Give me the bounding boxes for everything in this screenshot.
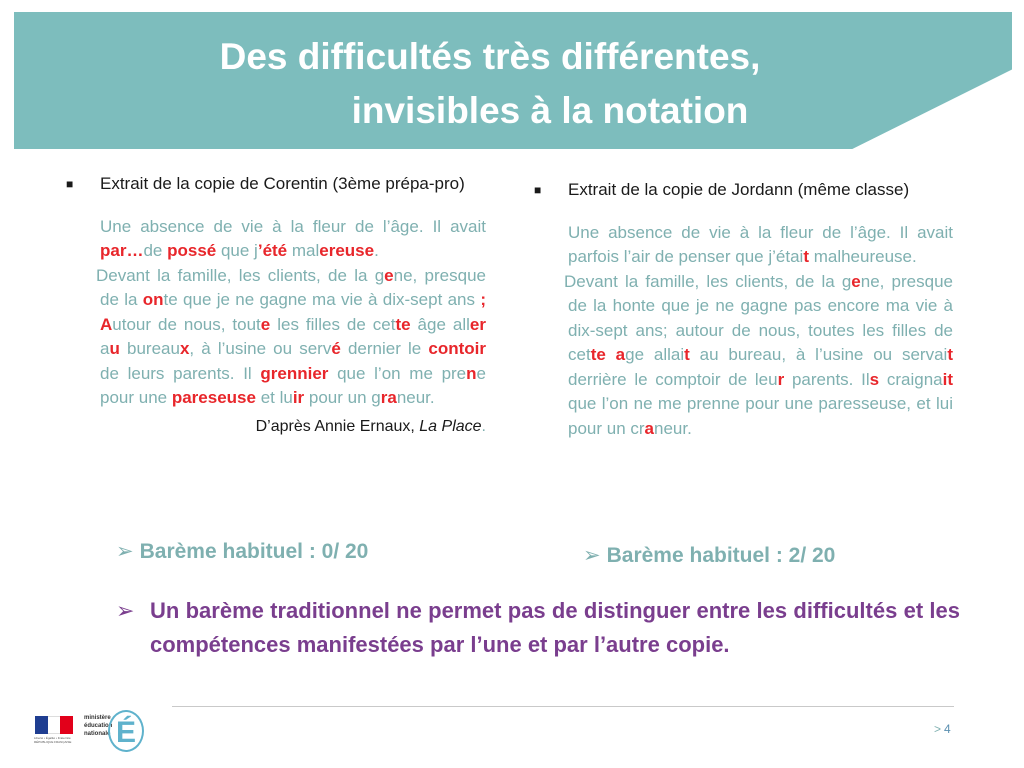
text-run: les filles de cet: [270, 314, 396, 334]
error-highlight: possé: [167, 241, 217, 260]
error-highlight: e: [384, 265, 394, 285]
error-highlight: par…: [100, 241, 144, 260]
text-run: [606, 345, 616, 364]
text-run: que l’on ne me prenne pour une paresseuse, et lui pour un cr: [568, 394, 953, 438]
error-highlight: t: [947, 345, 953, 364]
text-run: a: [100, 339, 110, 358]
error-highlight: s: [869, 369, 880, 389]
text-run: Devant la famille, les clients, de la g: [564, 271, 852, 291]
republic-motto: Liberté • Égalité • Fraternité: [34, 736, 71, 740]
error-highlight: ra: [380, 388, 397, 407]
title-line-1: Des difficultés très différentes,: [219, 36, 761, 77]
republic-name: RÉPUBLIQUE FRANÇAISE: [34, 740, 72, 744]
error-highlight: t: [803, 247, 809, 266]
error-highlight: te: [395, 314, 411, 334]
text-run: ne, presque de la honte que je ne gagne pas encore ma vie à dix-sept ans; autour de nous, toutes les filles de cet: [568, 271, 953, 364]
error-highlight: contoir: [428, 339, 486, 358]
left-paragraph-2: [96, 264, 486, 411]
text-run: ne, presque de la: [100, 265, 486, 309]
flag-blue: [35, 716, 48, 734]
conclusion: [116, 594, 960, 662]
error-highlight: pareseuse: [171, 388, 256, 407]
left-column: [66, 172, 486, 439]
text-run: Une absence de vie à la fleur de l’âge. Il avait parfois l’air de penser que j’étai: [568, 222, 953, 266]
title-line-2: invisibles à la notation: [351, 90, 749, 131]
source-prefix: D’après Annie Ernaux,: [255, 417, 420, 435]
text-run: craigna: [879, 369, 943, 389]
right-paragraph-2: [564, 270, 954, 442]
source-dot: .: [481, 417, 486, 435]
text-run: utour de nous, tout: [112, 314, 261, 334]
bareme-right: [583, 542, 835, 570]
error-highlight: u: [109, 339, 120, 358]
error-highlight: r: [777, 369, 785, 389]
error-highlight: ir: [292, 388, 305, 407]
footer-divider: [172, 706, 954, 707]
error-highlight: ’été: [257, 241, 288, 260]
republic-flag-logo: [35, 716, 73, 734]
text-run: Une absence de vie à la fleur de l’âge. Il avait: [100, 216, 486, 236]
text-run: e pour une: [100, 363, 486, 407]
error-highlight: é: [331, 339, 341, 358]
source-citation: [100, 415, 486, 440]
flag-red: [60, 716, 73, 734]
text-run: mal: [287, 241, 320, 260]
bareme-left-text: Barème habituel : 0/ 20: [139, 540, 369, 563]
bareme-left: [116, 538, 368, 566]
error-highlight: ereuse: [319, 241, 375, 260]
page-number: [934, 722, 951, 736]
left-heading-text: Extrait de la copie de Corentin (3ème prépa-pro): [100, 174, 465, 193]
square-bullet-icon: ■: [66, 177, 74, 191]
text-run: pour un g: [304, 388, 381, 407]
text-run: que j: [216, 241, 258, 260]
text-run: Devant la famille, les clients, de la g: [96, 265, 385, 285]
error-highlight: a: [615, 345, 626, 364]
conclusion-text: Un barème traditionnel ne permet pas de distinguer entre les difficultés et les compétences manifestées par l’une et par l’autre copie.: [150, 598, 960, 657]
text-run: , à l’usine ou serv: [189, 339, 332, 358]
page-number-value: 4: [944, 722, 951, 736]
error-highlight: grennier: [260, 363, 329, 383]
text-run: et lu: [255, 388, 293, 407]
ministry-line-3: nationale: [84, 731, 111, 737]
text-run: parents. Il: [784, 369, 870, 389]
right-heading: [534, 178, 953, 203]
left-paragraph-1: [100, 215, 486, 264]
text-run: ge allai: [625, 345, 685, 364]
text-run: derrière le comptoir de leu: [568, 369, 778, 389]
text-run: bureau: [119, 339, 180, 358]
source-title: La Place: [419, 417, 482, 435]
text-run: te que je ne gagne ma vie à dix-sept ans: [163, 290, 481, 309]
text-run: au bureau, à l’usine ou servai: [689, 345, 948, 364]
text-run: que l’on me pre: [328, 363, 467, 383]
arrow-bullet-icon: ➢: [583, 544, 601, 567]
ministry-line-2: éducation: [84, 723, 113, 729]
error-highlight: e: [851, 271, 861, 291]
error-highlight: e: [260, 314, 271, 334]
error-highlight: t: [684, 345, 690, 364]
flag-white: [48, 716, 60, 734]
ministry-line-1: ministère: [84, 715, 111, 721]
arrow-bullet-icon: ➢: [116, 598, 135, 623]
error-highlight: er: [469, 314, 486, 334]
right-paragraph-1: [568, 221, 953, 270]
bareme-right-text: Barème habituel : 2/ 20: [606, 544, 836, 567]
slide-title: [0, 30, 1000, 138]
error-highlight: ;: [480, 290, 486, 309]
error-highlight: it: [942, 369, 954, 389]
text-run: dernier le: [340, 339, 429, 358]
text-run: .: [374, 241, 379, 260]
republic-logo-text: [34, 736, 78, 744]
ministry-e-logo: É: [108, 710, 144, 752]
error-highlight: n: [466, 363, 477, 383]
error-highlight: te: [590, 345, 606, 364]
left-heading: [66, 172, 486, 197]
right-column: [534, 178, 954, 441]
text-run: âge all: [410, 314, 470, 334]
text-run: de: [143, 241, 168, 260]
error-highlight: A: [100, 314, 113, 334]
square-bullet-icon: ■: [534, 183, 542, 197]
text-run: malheureuse.: [808, 247, 917, 266]
arrow-bullet-icon: ➢: [116, 540, 134, 563]
text-run: de leurs parents. Il: [100, 363, 261, 383]
chevron-right-icon: >: [934, 722, 942, 736]
text-run: neur.: [396, 388, 435, 407]
text-run: neur.: [654, 418, 692, 438]
error-highlight: a: [644, 418, 655, 438]
error-highlight: x: [179, 339, 190, 358]
right-heading-text: Extrait de la copie de Jordann (même classe): [568, 180, 910, 199]
error-highlight: on: [142, 290, 164, 309]
